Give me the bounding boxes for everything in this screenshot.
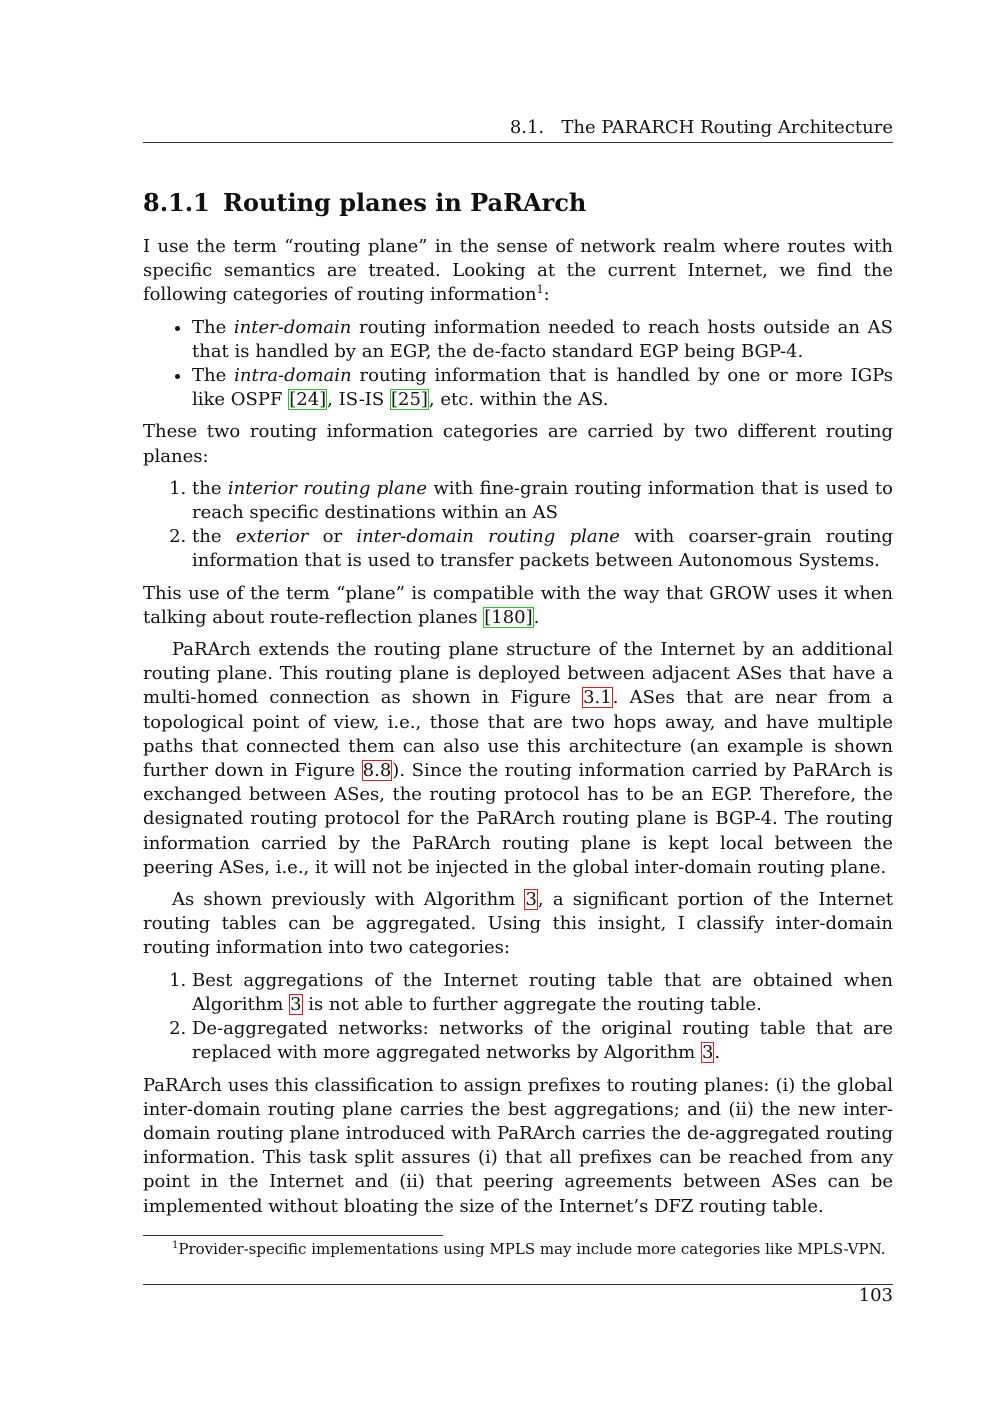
page bbox=[143, 0, 893, 1414]
section-title: Routing planes in PaRArch bbox=[223, 188, 587, 217]
categories-list bbox=[143, 969, 893, 1066]
section-number: 8.1.1 bbox=[143, 188, 210, 217]
page-number: 103 bbox=[858, 1285, 893, 1306]
routing-planes-list bbox=[143, 477, 893, 574]
header-rule bbox=[143, 142, 893, 143]
pararch-paragraph: PaRArch extends the routing plane structure of the Internet by an additional routing plane. This routing plane is deployed between adjacent ASes that have a multi-homed connection as shown in Figure 3.1. ASes that are near from a topological point of view, i.e., those that are two hops away, and have multiple paths that connected them can also use this architecture (an example is shown further down in Figure 8.8). Since the routing information carried by PaRArch is exchanged between ASes, the routing protocol has to be an EGP. Therefore, the designated routing protocol for the PaRArch routing plane is BGP-4. The routing information carried by the PaRArch routing plane is kept local between the peering ASes, i.e., it will not be injected in the global inter-domain routing plane. bbox=[143, 639, 894, 878]
list-item: • The inter-domain routing information needed to reach hosts outside an AS that is handled by an EGP, the de-facto standard EGP being BGP-4. bbox=[192, 316, 893, 364]
routing-info-list bbox=[143, 316, 893, 413]
citation-link[interactable]: [180] bbox=[484, 606, 533, 628]
main-text bbox=[143, 183, 893, 1227]
final-paragraph: PaRArch uses this classification to assign prefixes to routing planes: (i) the global inter-domain routing plane carries the best aggregations; and (ii) the new inter-domain routing plane introduced with PaRArch carries the de-aggregated routing information. This task split assures (i) that all prefixes can be reached from any point in the Internet and (ii) that peering agreements between ASes can be implemented without bloating the size of the Internet’s DFZ routing table. bbox=[143, 1074, 893, 1217]
footnote-marker[interactable]: 1 bbox=[536, 283, 544, 297]
planes-intro: These two routing information categories are carried by two different routing planes: bbox=[143, 421, 893, 467]
list-item: 1. the interior routing plane with fine-grain routing information that is used to reach specific destinations within an AS bbox=[192, 477, 893, 525]
footnote bbox=[172, 1239, 893, 1259]
citation-link[interactable]: [25] bbox=[390, 389, 428, 411]
footnote-number: 1 bbox=[172, 1240, 179, 1251]
intro-paragraph: I use the term “routing plane” in the sense of network realm where routes with specific semantics are treated. Looking at the current Internet, we find the following categories of routing information$^1$: bbox=[143, 236, 893, 306]
citation-link[interactable]: [24] bbox=[289, 389, 327, 411]
algorithm-link[interactable]: 3 bbox=[525, 889, 537, 911]
figure-link[interactable]: 8.8 bbox=[362, 760, 392, 782]
list-item: 2. the exterior or inter-domain routing plane with coarser-grain routing information that is used to transfer packets between Autonomous Systems. bbox=[192, 525, 893, 573]
list-item: • The intra-domain routing information that is handled by one or more IGPs like OSPF [24], IS-IS [25], etc. within the AS. bbox=[192, 364, 893, 412]
footnote-text: Provider-specific implementations using MPLS may include more categories like MPLS-VPN. bbox=[178, 1240, 886, 1258]
list-item: 1. Best aggregations of the Internet routing table that are obtained when Algorithm 3 is not able to further aggregate the routing table. bbox=[192, 969, 893, 1017]
running-header: 8.1. The PARARCH Routing Architecture bbox=[509, 117, 893, 138]
algorithm-paragraph: As shown previously with Algorithm 3, a significant portion of the Internet routing tables can be aggregated. Using this insight, I classify inter-domain routing information into two categories: bbox=[143, 889, 894, 959]
algorithm-link[interactable]: 3 bbox=[701, 1042, 714, 1064]
figure-link[interactable]: 3.1 bbox=[583, 687, 612, 709]
footnote-rule bbox=[143, 1235, 443, 1236]
grow-paragraph: This use of the term “plane” is compatible with the way that GROW uses it when talking about route-reflection planes [180]. bbox=[143, 582, 893, 628]
algorithm-link[interactable]: 3 bbox=[290, 993, 302, 1015]
section-heading bbox=[143, 183, 893, 223]
list-item: 2. De-aggregated networks: networks of the original routing table that are replaced with more aggregated networks by Algorithm 3. bbox=[192, 1017, 893, 1065]
